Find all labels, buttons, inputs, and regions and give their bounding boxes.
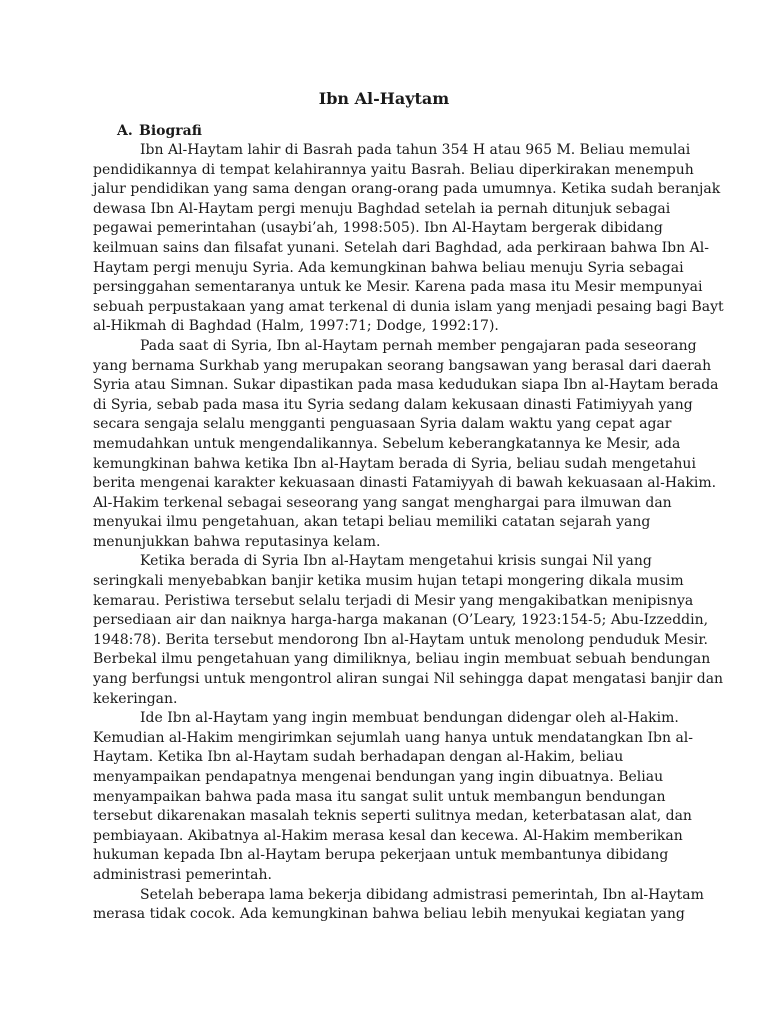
paragraph-line: yang berfungsi untuk mengontrol aliran sungai Nil sehingga dapat mengatasi banjir dan <box>93 671 724 688</box>
paragraph-line: menyampaikan pendapatnya mengenai bendungan yang ingin dibuatnya. Beliau <box>93 769 664 785</box>
paragraph-line: Setelah beberapa lama bekerja dibidang admistrasi pemerintah, Ibn al-Haytam <box>140 886 704 903</box>
paragraph <box>93 886 704 925</box>
paragraph-line: Pada saat di Syria, Ibn al-Haytam pernah member pengajaran pada seseorang <box>140 337 697 354</box>
section-heading-text: Biografi <box>139 123 202 139</box>
paragraph-line: sebuah perpustakaan yang amat terkenal di dunia islam yang menjadi pesaing bagi Bayt <box>93 298 724 315</box>
paragraph-line: Ide Ibn al-Haytam yang ingin membuat bendungan didengar oleh al-Hakim. <box>140 710 679 727</box>
paragraph-line: memudahkan untuk mengendalikannya. Sebelum keberangkatannya ke Mesir, ada <box>93 435 681 452</box>
paragraph <box>93 337 719 553</box>
section-heading <box>117 122 202 142</box>
paragraph-line: dewasa Ibn Al-Haytam pergi menuju Baghdad setelah ia pernah ditunjuk sebagai <box>93 200 671 217</box>
paragraph <box>93 141 724 337</box>
paragraph-line: 1948:78). Berita tersebut mendorong Ibn al-Haytam untuk menolong penduduk Mesir. <box>93 631 709 648</box>
paragraph-line: secara sengaja selalu mengganti penguasaan Syria dalam waktu yang cepat agar <box>93 416 672 433</box>
paragraph-line: menyukai ilmu pengetahuan, akan tetapi beliau memiliki catatan sejarah yang <box>93 514 651 531</box>
paragraph-line: Haytam. Ketika Ibn al-Haytam sudah berhadapan dengan al-Hakim, beliau <box>93 749 624 766</box>
document-title: Ibn Al-Haytam <box>318 89 450 108</box>
paragraph-line: jalur pendidikan yang sama dengan orang-orang pada umumnya. Ketika sudah beranjak <box>93 181 721 198</box>
paragraph-line: menyampaikan bahwa pada masa itu sangat sulit untuk membangun bendungan <box>93 788 666 805</box>
paragraph-line: menunjukkan bahwa reputasinya kelam. <box>93 533 381 550</box>
paragraph-line: Kemudian al-Hakim mengirimkan sejumlah uang hanya untuk mendatangkan Ibn al- <box>93 729 693 746</box>
paragraph-line: pegawai pemerintahan (usaybi’ah, 1998:505). Ibn Al-Haytam bergerak dibidang <box>93 220 663 237</box>
paragraph-line: Ketika berada di Syria Ibn al-Haytam mengetahui krisis sungai Nil yang <box>140 553 652 570</box>
paragraph-line: pendidikannya di tempat kelahirannya yaitu Basrah. Beliau diperkirakan menempuh <box>93 161 694 178</box>
paragraph-line: di Syria, sebab pada masa itu Syria sedang dalam kekusaan dinasti Fatimiyyah yang <box>93 396 693 413</box>
paragraph-line: keilmuan sains dan filsafat yunani. Setelah dari Baghdad, ada perkiraan bahwa Ibn Al- <box>93 239 709 256</box>
paragraph-line: yang bernama Surkhab yang merupakan seorang bangsawan yang berasal dari daerah <box>93 357 712 374</box>
paragraph-line: persinggahan sementaranya untuk ke Mesir. Karena pada masa itu Mesir mempunyai <box>93 279 703 296</box>
paragraph-line: merasa tidak cocok. Ada kemungkinan bahwa beliau lebih menyukai kegiatan yang <box>93 906 685 923</box>
document-body <box>93 141 724 925</box>
paragraph-line: kemungkinan bahwa ketika Ibn al-Haytam berada di Syria, beliau sudah mengetahui <box>93 455 696 472</box>
paragraph-line: berita mengenai karakter kekuasaan dinasti Fatamiyyah di bawah kekuasaan al-Hakim. <box>93 475 717 492</box>
paragraph-line: Haytam pergi menuju Syria. Ada kemungkinan bahwa beliau menuju Syria sebagai <box>93 259 684 276</box>
paragraph-line: Al-Hakim terkenal sebagai seseorang yang sangat menghargai para ilmuwan dan <box>93 494 672 511</box>
paragraph-line: seringkali menyebabkan banjir ketika musim hujan tetapi mongering dikala musim <box>93 573 684 590</box>
paragraph-line: persediaan air dan naiknya harga-harga makanan (O’Leary, 1923:154-5; Abu-Izzeddin, <box>93 612 709 629</box>
paragraph-line: al-Hikmah di Baghdad (Halm, 1997:71; Dodge, 1992:17). <box>93 318 499 335</box>
section-number: A. <box>117 123 133 139</box>
paragraph <box>93 552 724 709</box>
paragraph-line: Syria atau Simnan. Sukar dipastikan pada masa kedudukan siapa Ibn al-Haytam berada <box>93 377 719 394</box>
paragraph-line: administrasi pemerintah. <box>93 866 272 883</box>
paragraph-line: pembiayaan. Akibatnya al-Hakim merasa kesal dan kecewa. Al-Hakim memberikan <box>93 827 683 844</box>
paragraph-line: Ibn Al-Haytam lahir di Basrah pada tahun 354 H atau 965 M. Beliau memulai <box>140 142 691 158</box>
paragraph-line: Berbekal ilmu pengetahuan yang dimiliknya, beliau ingin membuat sebuah bendungan <box>93 651 711 668</box>
paragraph-line: kemarau. Peristiwa tersebut selalu terjadi di Mesir yang mengakibatkan menipisnya <box>93 592 694 609</box>
paragraph-line: hukuman kepada Ibn al-Haytam berupa pekerjaan untuk membantunya dibidang <box>93 847 669 864</box>
paragraph-line: kekeringan. <box>93 690 178 707</box>
paragraph-line: tersebut dikarenakan masalah teknis seperti sulitnya medan, keterbatasan alat, dan <box>93 808 692 825</box>
paragraph <box>93 709 693 885</box>
